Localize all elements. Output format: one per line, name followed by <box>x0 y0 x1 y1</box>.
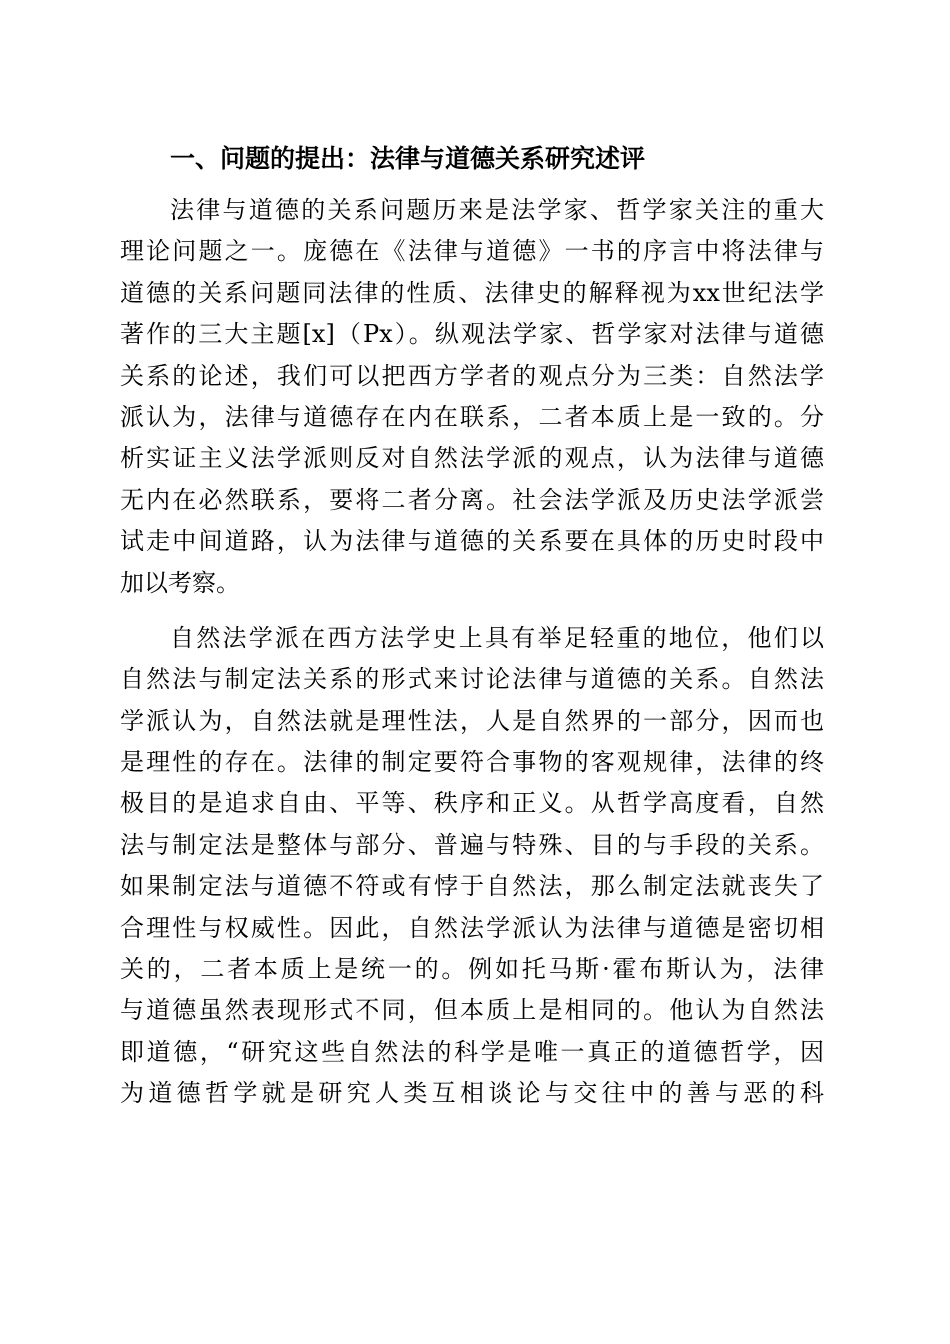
text-line: 自然法与制定法关系的形式来讨论法律与道德的关系。自然法 <box>120 665 824 694</box>
paragraph-spacer <box>120 604 840 618</box>
text-line: 法与制定法是整体与部分、普遍与特殊、目的与手段的关系。 <box>120 830 824 859</box>
text-line: 为道德哲学就是研究人类互相谈论与交往中的善与恶的科 <box>120 1079 824 1108</box>
text-line: 法律与道德的关系问题历来是法学家、哲学家关注的重大 <box>170 196 824 224</box>
text-line: 关的，二者本质上是统一的。例如托马斯·霍布斯认为，法律 <box>120 955 824 984</box>
text-line: 自然法学派在西方法学史上具有举足轻重的地位，他们以 <box>170 623 824 652</box>
section-heading: 一、问题的提出：法律与道德关系研究述评 <box>170 144 646 173</box>
paragraph-2 <box>120 618 840 1115</box>
text-line: 关系的论述，我们可以把西方学者的观点分为三类：自然法学 <box>120 361 824 390</box>
text-line: 即道德，“研究这些自然法的科学是唯一真正的道德哲学，因 <box>120 1037 824 1066</box>
text-line: 理论问题之一。庞德在《法律与道德》一书的序言中将法律与 <box>120 237 824 266</box>
text-line: 析实证主义法学派则反对自然法学派的观点，认为法律与道德 <box>120 444 824 473</box>
body-text <box>120 190 840 1115</box>
text-line: 如果制定法与道德不符或有悖于自然法，那么制定法就丧失了 <box>120 872 824 901</box>
text-line: 学派认为，自然法就是理性法，人是自然界的一部分，因而也 <box>120 706 824 735</box>
text-line: 道德的关系问题同法律的性质、法律史的解释视为xx世纪法学 <box>120 278 824 307</box>
text-line: 著作的三大主题[x]（Px）。纵观法学家、哲学家对法律与道德 <box>120 320 824 349</box>
text-line: 是理性的存在。法律的制定要符合事物的客观规律，法律的终 <box>120 748 824 777</box>
paragraph-1 <box>120 190 840 604</box>
text-line: 合理性与权威性。因此，自然法学派认为法律与道德是密切相 <box>120 913 824 942</box>
text-line: 无内在必然联系，要将二者分离。社会法学派及历史法学派尝 <box>120 485 824 514</box>
text-line: 加以考察。 <box>120 568 240 597</box>
text-line: 试走中间道路，认为法律与道德的关系要在具体的历史时段中 <box>120 527 824 556</box>
text-line: 极目的是追求自由、平等、秩序和正义。从哲学高度看，自然 <box>120 789 824 818</box>
text-line: 与道德虽然表现形式不同，但本质上是相同的。他认为自然法 <box>120 996 824 1025</box>
text-line: 派认为，法律与道德存在内在联系，二者本质上是一致的。分 <box>120 402 824 431</box>
